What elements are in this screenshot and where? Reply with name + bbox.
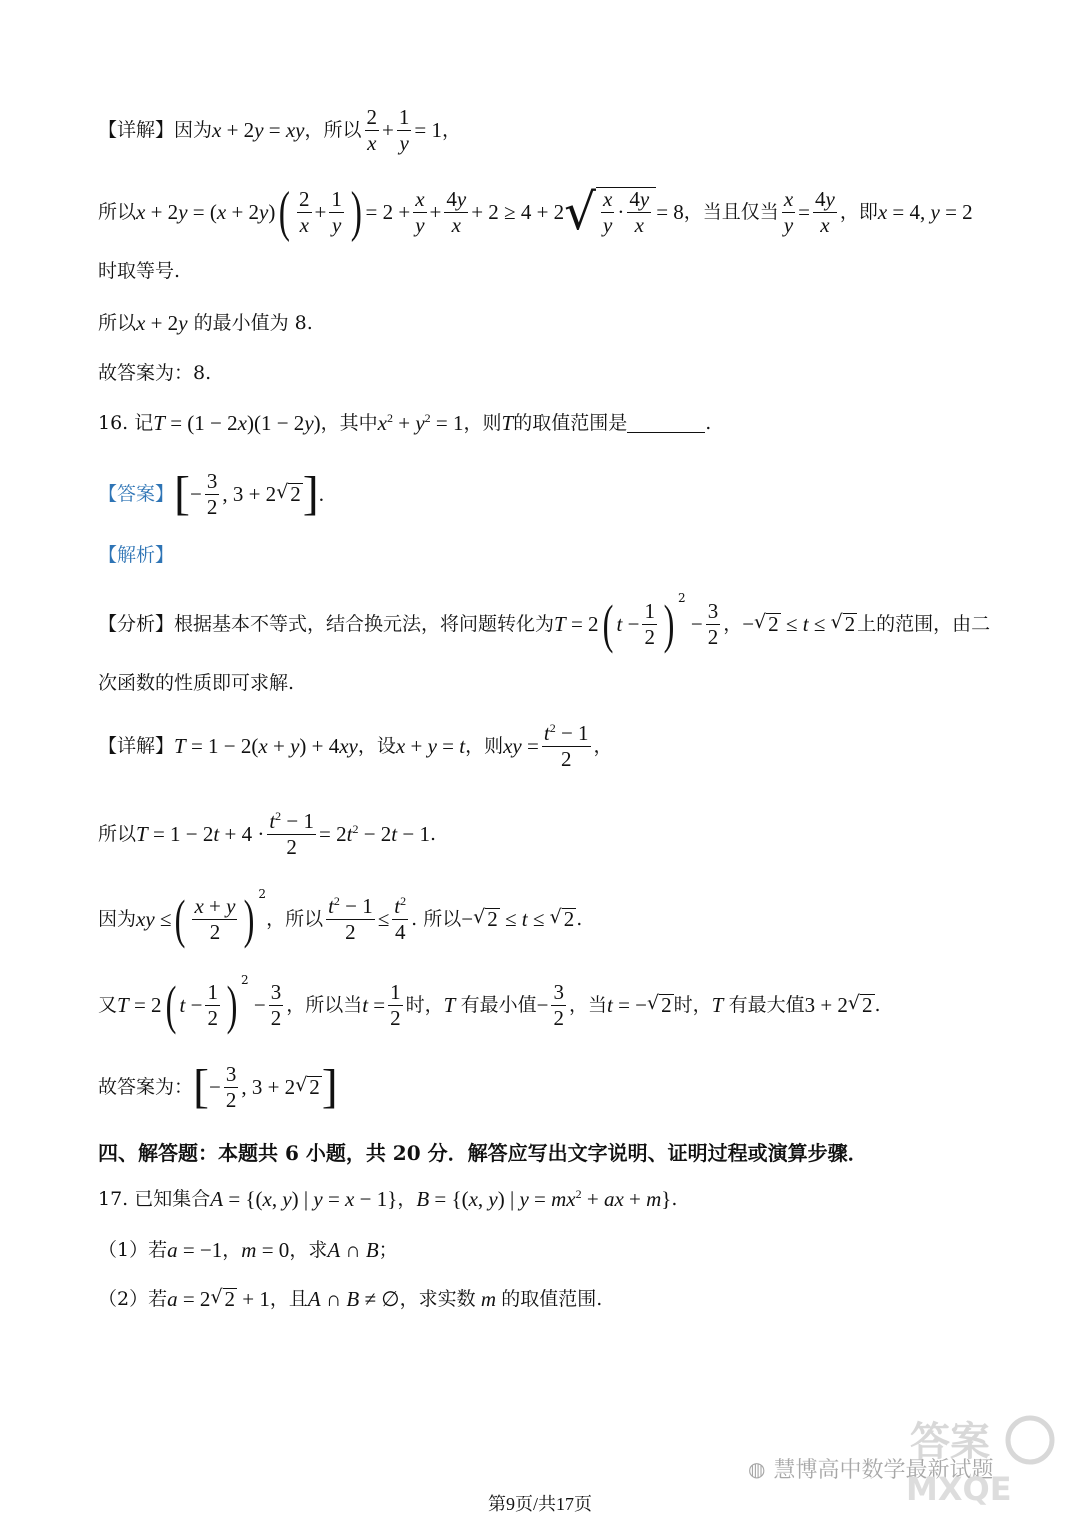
math: t = − [606,992,647,1017]
text: 的取值范围. [501,1287,603,1310]
math: t − [616,611,640,636]
math: B = {(x, y) | $y = mx^2$ + ax + m} [416,1187,672,1211]
math: , 3 + 2 [222,481,277,506]
text: ， [222,1239,242,1261]
bracket: ] [302,467,319,520]
paren: ( [279,181,291,243]
question-17-part-1 [98,1240,398,1261]
math: T = 2 [554,611,599,636]
text: ，则 [465,734,504,757]
text: 【详解】因为 [98,118,213,141]
fraction: $\frac{1}{2}$ [207,979,218,1030]
bracket: [ [174,467,190,520]
text: 【分析】根据基本不等式，结合换元法，将问题转化为 [98,612,555,635]
page-footer: 第9页/共17页 [487,1494,592,1514]
answer-line-15 [98,364,211,383]
fraction: $\frac{t^2 - 1}{2}$ [328,894,373,944]
math: m = 0 [241,1238,290,1262]
math: ≤ [377,906,390,931]
math: T [711,992,724,1017]
math: = [798,199,810,224]
text: 又 [98,993,118,1016]
math: + 2 ≥ 4 + 2 [471,199,565,224]
math: ≤ t ≤ [499,906,550,931]
math: + [429,199,442,224]
math: A = {(x, y) | y = x − 1} [210,1186,398,1211]
fraction: $\frac{2}{x}$ [366,104,378,155]
bracket: ] [321,1060,338,1113]
text: 的最小值为 8. [193,312,313,334]
text: ，所以 [304,118,362,141]
fraction: $\frac{t^2 - 1}{2}$ [269,809,315,859]
fraction: $\frac{1}{y}$ [331,186,342,237]
fraction: $\frac{1}{2}$ [644,598,655,649]
paren: ( [165,975,176,1035]
svg-text:MXQE: MXQE [906,1470,1012,1508]
fraction: $\frac{x}{y}$ [783,186,794,237]
text: 时取等号. [98,260,181,282]
fraction: $\frac{t^2 - 1}{2}$ [543,721,589,771]
sqrt: √ 2 [549,906,575,931]
text: 所以 [98,312,137,334]
sqrt: √ 2 [295,1074,320,1099]
bracket: [ [193,1060,209,1113]
fraction: $\frac{1}{y}$ [398,104,410,155]
text: . [429,822,437,845]
paren: ) [244,889,255,949]
math: T = 2 [117,992,162,1017]
math: , 3 + 2 [241,1074,296,1099]
text: ，所以 [266,907,324,930]
text: 次函数的性质即可求解. [98,672,295,694]
fraction: $\frac{3}{2}$ [707,598,719,649]
wechat-icon: ◍ [748,1456,766,1481]
fraction: $\frac{3}{2}$ [553,979,564,1030]
math: A ∩ B [327,1238,379,1262]
fraction: $\frac{x + y}{2}$ [194,893,236,944]
fraction: $\frac{t^2}{4}$ [394,894,407,944]
detail-16-line-1 [98,718,613,774]
text: 所以 [98,200,137,223]
paren: ( [602,594,613,654]
text: 时， [673,993,712,1016]
fraction: $\frac{4y}{x}$ [814,186,835,237]
text: （1）若 [98,1239,168,1261]
math: t − [179,992,203,1017]
detail-line-4 [98,313,313,334]
text: ，求实数 [399,1287,476,1310]
text: . 所以 [411,907,462,930]
text: ，设 [357,734,396,757]
sqrt: √ 2 [473,906,498,931]
math: T = 1 − 2(x + y) + 4xy [174,733,358,758]
math: − [190,481,202,506]
text: ，则 [463,411,502,434]
text: 的取值范围是 [513,411,628,434]
sqrt: √ 2 [210,1286,236,1311]
fraction: $\frac{1}{2}$ [390,979,401,1030]
paren: ( [175,889,186,949]
sqrt: √ 2 [754,611,779,636]
text: 上的范围，由二 [857,612,991,635]
question-17 [98,1188,677,1210]
math: T [443,992,456,1017]
text: ，且 [269,1287,308,1310]
sqrt: √ 2 [276,481,301,506]
math: T = 1 − 2t + 4 · [136,821,265,846]
math: xy ≤ [136,906,172,931]
text: . [705,411,712,434]
text: ，当 [568,993,607,1016]
math: + [314,199,327,224]
math: − [536,992,549,1017]
math: = 8 [656,199,684,224]
text: 因为 [98,907,137,930]
text: ，求 [289,1239,328,1261]
math: + [382,117,394,142]
text: 所以 [98,822,137,845]
fraction: $\frac{4y}{x}$ [446,186,467,237]
math: T = (1 − 2x)(1 − 2y) [153,410,321,435]
detail-line-1 [98,100,461,160]
text: . [671,1187,678,1210]
math: + 1 [237,1286,270,1311]
math: = $2t^2 - 2t - 1$ [319,822,430,846]
math: xy = [503,733,539,758]
paren: ) [663,594,675,654]
analysis-line-2 [98,674,294,693]
paren: ) [226,975,238,1035]
math: − [685,611,703,636]
text: （2）若 [98,1287,168,1310]
detail-16-line-4: 又 T = 2 ( t − $\frac{1}{2}$ ) $^2$ − $\frac{3}{2}$ ，所以当 t = $\frac{1}{2}$ 时， T 有最小值 − $\frac{3}{2}$ ，当 t = − √ 2 时， T 有最大值 3 + 2 √ 2 . [98,973,881,1035]
math: − [742,611,755,636]
text: 故答案为： [98,1075,194,1098]
text: 【解析】 [98,544,175,566]
text: 故答案为：8. [98,362,212,384]
detail-16-line-2 [98,806,436,862]
math: x = 4, y = 2 [877,199,973,224]
math: a = 2 [167,1286,211,1311]
math: x + y = t [395,733,466,758]
sqrt: √ 2 [830,611,856,636]
math: x + 2y [136,311,188,335]
sqrt: √ $\frac{x}{y}$ · $\frac{4y}{x}$ [564,187,656,237]
math: ≤ t ≤ [780,611,831,636]
math: m [480,1286,496,1311]
math: t = [362,992,386,1017]
question-16 [98,412,711,434]
question-17-part-2 [98,1288,602,1310]
text: ，所以当 [286,993,363,1016]
text: 时， [405,993,444,1016]
text: ，即 [839,200,878,223]
math: T [501,410,514,435]
math: = 1 [414,117,442,142]
sqrt: √ 2 [847,992,873,1017]
answer-blank [627,414,705,433]
answer-label: 【答案】 [98,482,175,505]
sqrt: √ 2 [647,992,672,1017]
fraction: $\frac{3}{2}$ [270,979,282,1030]
final-answer-16 [98,1058,338,1116]
text: ， [441,118,461,141]
text: 【详解】 [98,734,175,757]
text: ，其中 [320,411,378,434]
math: − [461,906,474,931]
svg-text:答案: 答案 [910,1419,990,1465]
section-4-heading [98,1143,868,1163]
text: . [874,993,881,1016]
math: . [318,481,325,506]
fraction: $\frac{3}{2}$ [206,468,218,519]
math: $x^2 + y^2 = 1$ [377,411,464,435]
math: 3 + 2 [804,992,848,1017]
text: 17. 已知集合 [98,1187,211,1210]
detail-16-line-3: 因为 xy ≤ ( $\frac{x + y}{2}$ ) $^2$ ，所以 $\frac{t^2 - 1}{2}$ ≤ $\frac{t^2}{4}$ . 所以 − √ 2 ≤ t ≤ √ 2 . [98,887,583,949]
paren: ) [350,181,362,243]
text: ； [378,1239,398,1261]
text: . [576,907,583,930]
math: − [209,1074,221,1099]
math: − [248,992,266,1017]
fraction: $\frac{3}{2}$ [225,1061,237,1112]
math-eq: x + 2y = xy [212,117,305,142]
fraction: $\frac{x}{y}$ [415,186,425,237]
math: A ∩ B ≠ ∅ [307,1286,400,1311]
detail-line-2 [98,180,973,244]
answer-16 [98,466,324,522]
math: = 2 + [365,199,411,224]
text: ，当且仅当 [683,200,779,223]
fraction: $\frac{2}{x}$ [299,186,310,237]
math: a = −1 [167,1238,223,1262]
analysis-line-1: 【分析】根据基本不等式，结合换元法，将问题转化为 T = 2 ( t − $\frac{1}{2}$ ) $^2$ − $\frac{3}{2}$ ， − √ 2 ≤ t ≤ √ 2 上的范围，由二 [98,591,991,654]
watermark-text: 慧博高中数学最新试题 [773,1458,994,1483]
text: 四、解答题：本题共 6 小题，共 20 分．解答应写出文字说明、证明过程或演算步骤． [98,1141,868,1165]
text: 有最大值 [728,993,805,1016]
math: x + 2y = (x + 2y) [136,199,276,224]
text: 有最小值 [460,993,537,1016]
detail-line-3 [98,262,180,281]
jiexi-label [98,546,174,565]
text: ， [593,734,613,757]
text: ， [397,1187,417,1210]
text: 16. 记 [98,411,154,434]
text: ， [723,612,743,635]
